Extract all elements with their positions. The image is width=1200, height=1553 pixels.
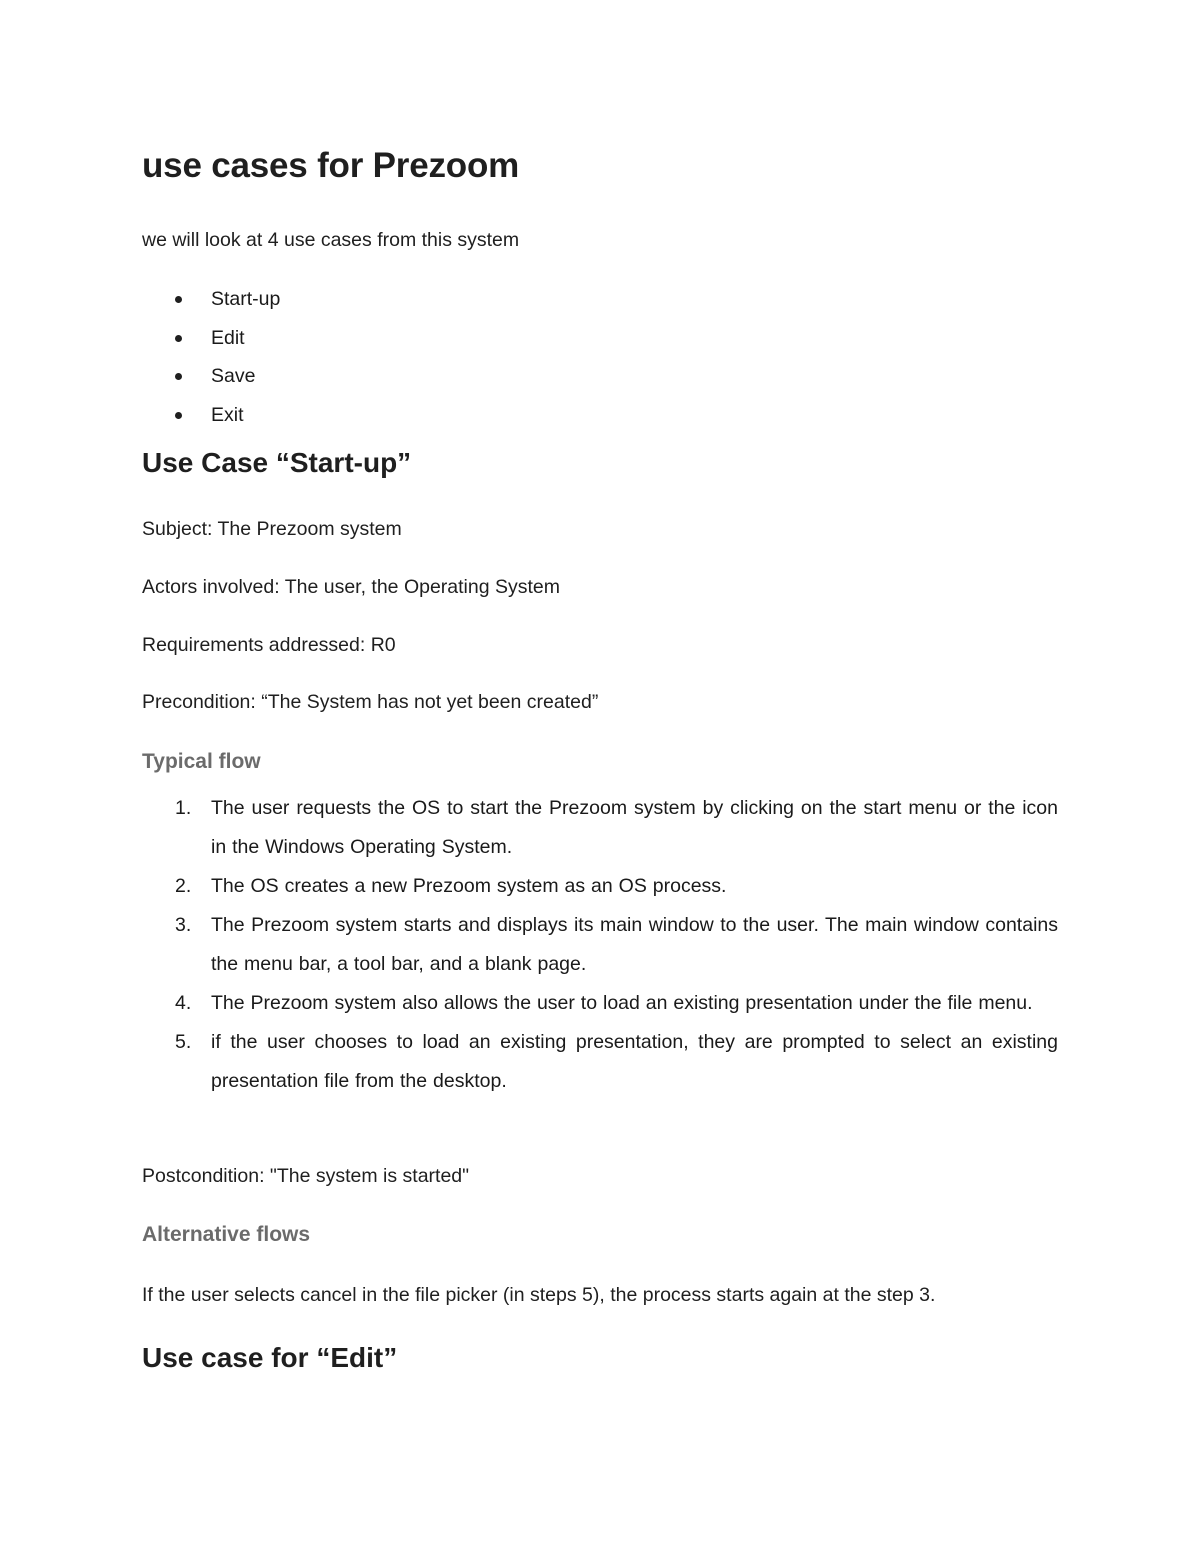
list-item-text: The Prezoom system also allows the user to load an existing presentation under the file menu.	[211, 992, 1033, 1014]
typical-flow-list	[142, 789, 1058, 1101]
postcondition-line: Postcondition: "The system is started"	[142, 1165, 470, 1187]
alternative-flow-paragraph: If the user selects cancel in the file picker (in steps 5), the process starts again at the step 3.	[142, 1284, 936, 1306]
use-case-bullet-list	[142, 287, 1058, 441]
list-item	[142, 984, 1058, 1023]
typical-flow-heading: Typical flow	[142, 750, 261, 773]
list-number: 4.	[175, 992, 192, 1014]
list-item	[142, 906, 1058, 984]
list-item-text: The Prezoom system starts and displays its main window to the user. The main window contains the menu bar, a tool bar, and a blank page.	[211, 914, 1058, 975]
actors-line: Actors involved: The user, the Operating System	[142, 576, 561, 598]
list-number: 2.	[175, 875, 192, 897]
requirements-line: Requirements addressed: R0	[142, 634, 396, 656]
subject-line: Subject: The Prezoom system	[142, 518, 402, 540]
intro-paragraph: we will look at 4 use cases from this system	[142, 229, 520, 251]
bullet-icon	[175, 373, 182, 380]
edit-heading: Use case for “Edit”	[142, 1342, 398, 1373]
bullet-icon	[175, 335, 182, 342]
bullet-icon	[175, 296, 182, 303]
list-item	[142, 287, 1058, 326]
list-item	[142, 364, 1058, 403]
list-item-text: Edit	[211, 326, 245, 349]
bullet-icon	[175, 412, 182, 419]
list-item-text: The OS creates a new Prezoom system as an OS process.	[211, 875, 727, 897]
list-item	[142, 867, 1058, 906]
list-item	[142, 403, 1058, 442]
precondition-line: Precondition: “The System has not yet been created”	[142, 691, 599, 713]
list-number: 3.	[175, 914, 192, 936]
list-item	[142, 789, 1058, 867]
startup-heading: Use Case “Start-up”	[142, 447, 412, 478]
list-item	[142, 326, 1058, 365]
list-item-text: Save	[211, 365, 256, 387]
list-item-text: if the user chooses to load an existing presentation, they are prompted to select an existing presentation file from the desktop.	[211, 1031, 1058, 1092]
alternative-flows-heading: Alternative flows	[142, 1223, 311, 1246]
list-number: 5.	[175, 1031, 192, 1053]
list-item	[142, 1023, 1058, 1101]
list-number: 1.	[175, 797, 192, 819]
page-title: use cases for Prezoom	[142, 146, 520, 185]
list-item-text: Exit	[211, 403, 244, 426]
list-item-text: Start-up	[211, 288, 281, 310]
list-item-text: The user requests the OS to start the Prezoom system by clicking on the start menu or the icon in the Windows Operating System.	[211, 797, 1058, 858]
